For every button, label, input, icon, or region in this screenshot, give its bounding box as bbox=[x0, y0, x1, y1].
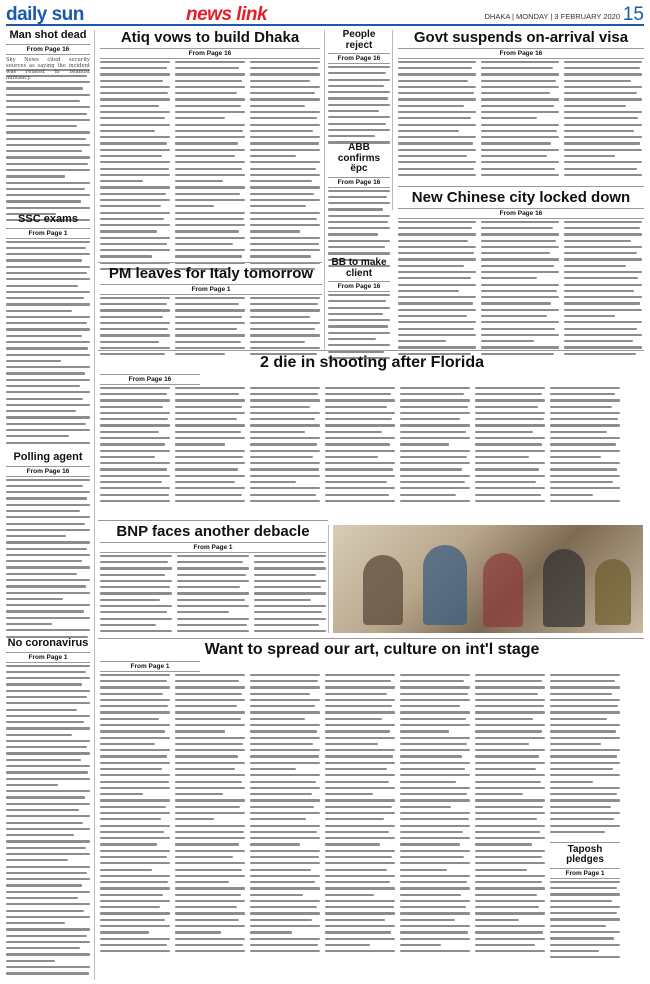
from-page: From Page 1 bbox=[6, 228, 90, 239]
story-column bbox=[250, 387, 320, 507]
story-column bbox=[400, 387, 470, 507]
story-column bbox=[475, 387, 545, 507]
brand-logo: daily sun bbox=[6, 4, 84, 25]
story-no-coronavirus bbox=[6, 638, 90, 983]
story-column bbox=[481, 61, 559, 181]
story-pm-italy bbox=[100, 266, 322, 357]
story-lead: Sky News cited security sources as saying the incident was related to Islamist militancy. bbox=[6, 56, 90, 82]
story-columns bbox=[100, 297, 322, 357]
story-column bbox=[100, 61, 170, 276]
story-govt-visa bbox=[398, 30, 644, 181]
story-man-shot-dead bbox=[6, 30, 90, 229]
column-rule bbox=[328, 525, 329, 633]
section-divider bbox=[98, 350, 644, 351]
from-page: From Page 16 bbox=[6, 466, 90, 477]
from-page: From Page 1 bbox=[550, 868, 620, 879]
headline: Atiq vows to build Dhaka bbox=[120, 29, 300, 46]
from-page: From Page 1 bbox=[6, 652, 90, 663]
page-number: 15 bbox=[622, 4, 644, 25]
headline: New Chinese city locked down bbox=[411, 189, 631, 206]
story-column bbox=[550, 674, 620, 842]
story-column bbox=[175, 674, 245, 959]
story-column bbox=[398, 61, 476, 181]
headline: 2 die in shooting after Florida bbox=[259, 354, 484, 371]
from-page: From Page 16 bbox=[398, 208, 644, 219]
headline: Man shot dead bbox=[9, 29, 87, 41]
story-columns bbox=[100, 674, 644, 965]
story-ssc-exams bbox=[6, 214, 90, 451]
story-body bbox=[6, 69, 90, 229]
section-divider bbox=[398, 186, 644, 187]
story-column bbox=[175, 387, 245, 507]
story-body bbox=[6, 241, 90, 451]
story-column bbox=[175, 297, 245, 357]
headline: PM leaves for Italy tomorrow bbox=[108, 265, 314, 282]
story-column bbox=[398, 221, 476, 359]
story-column bbox=[475, 674, 545, 959]
headline: BNP faces another debacle bbox=[116, 523, 310, 540]
event-photo bbox=[332, 524, 644, 634]
from-page: From Page 1 bbox=[100, 284, 322, 295]
story-columns bbox=[100, 555, 326, 639]
headline: Polling agent bbox=[13, 451, 83, 463]
section-divider bbox=[98, 638, 644, 639]
from-page: From Page 16 bbox=[6, 44, 90, 55]
story-column bbox=[250, 297, 320, 357]
from-page: From Page 16 bbox=[328, 281, 390, 292]
column-rule bbox=[324, 30, 325, 350]
headline: SSC exams bbox=[18, 213, 78, 225]
column-rule bbox=[94, 30, 95, 980]
from-page: From Page 16 bbox=[100, 374, 200, 385]
story-column bbox=[100, 674, 170, 959]
story-florida bbox=[100, 355, 644, 507]
headline: ABB confirms ëpc bbox=[337, 142, 381, 174]
headline: People reject bbox=[342, 29, 376, 51]
headline: Govt suspends on-arrival visa bbox=[413, 29, 629, 46]
story-column bbox=[100, 555, 172, 639]
from-page: From Page 16 bbox=[398, 48, 644, 59]
section-title: news link bbox=[186, 4, 268, 25]
story-new-chinese-city bbox=[398, 190, 644, 359]
section-divider bbox=[98, 262, 322, 263]
dateline: DHAKA | MONDAY | 3 FEBRUARY 2020 bbox=[484, 12, 620, 21]
story-atiq bbox=[100, 30, 320, 276]
from-page: From Page 16 bbox=[100, 48, 320, 59]
story-bnp bbox=[100, 524, 326, 639]
taposh-header bbox=[550, 842, 620, 879]
from-page: From Page 1 bbox=[100, 661, 200, 672]
story-column bbox=[175, 61, 245, 276]
story-taposh bbox=[550, 674, 620, 965]
story-column bbox=[564, 61, 642, 181]
headline: No coronavirus bbox=[7, 637, 89, 649]
story-column bbox=[177, 555, 249, 639]
from-page: From Page 16 bbox=[328, 177, 390, 188]
headline: Taposh pledges bbox=[566, 843, 604, 866]
story-body bbox=[328, 66, 390, 148]
headline: BB to make client bbox=[331, 257, 387, 279]
story-columns bbox=[100, 61, 320, 276]
column-rule bbox=[392, 30, 393, 210]
story-column bbox=[100, 387, 170, 507]
story-column bbox=[400, 674, 470, 959]
story-column bbox=[564, 221, 642, 359]
section-divider bbox=[98, 520, 328, 521]
story-abb bbox=[328, 143, 390, 274]
story-column bbox=[325, 674, 395, 959]
story-columns bbox=[398, 221, 644, 359]
story-column bbox=[254, 555, 326, 639]
story-column bbox=[325, 387, 395, 507]
story-bb bbox=[328, 258, 390, 364]
story-column bbox=[100, 297, 170, 357]
story-people-reject bbox=[328, 30, 390, 148]
masthead bbox=[6, 4, 644, 26]
story-body bbox=[6, 479, 90, 644]
story-columns bbox=[100, 387, 644, 507]
story-column bbox=[250, 61, 320, 276]
story-column bbox=[550, 387, 620, 507]
story-spread-art bbox=[100, 642, 644, 965]
from-page: From Page 16 bbox=[328, 53, 390, 64]
story-polling-agent bbox=[6, 452, 90, 644]
story-column bbox=[481, 221, 559, 359]
story-column bbox=[250, 674, 320, 959]
story-body bbox=[6, 665, 90, 983]
story-columns bbox=[398, 61, 644, 181]
headline: Want to spread our art, culture on int'l stage bbox=[204, 641, 540, 658]
from-page: From Page 1 bbox=[100, 542, 326, 553]
story-column bbox=[550, 881, 620, 965]
